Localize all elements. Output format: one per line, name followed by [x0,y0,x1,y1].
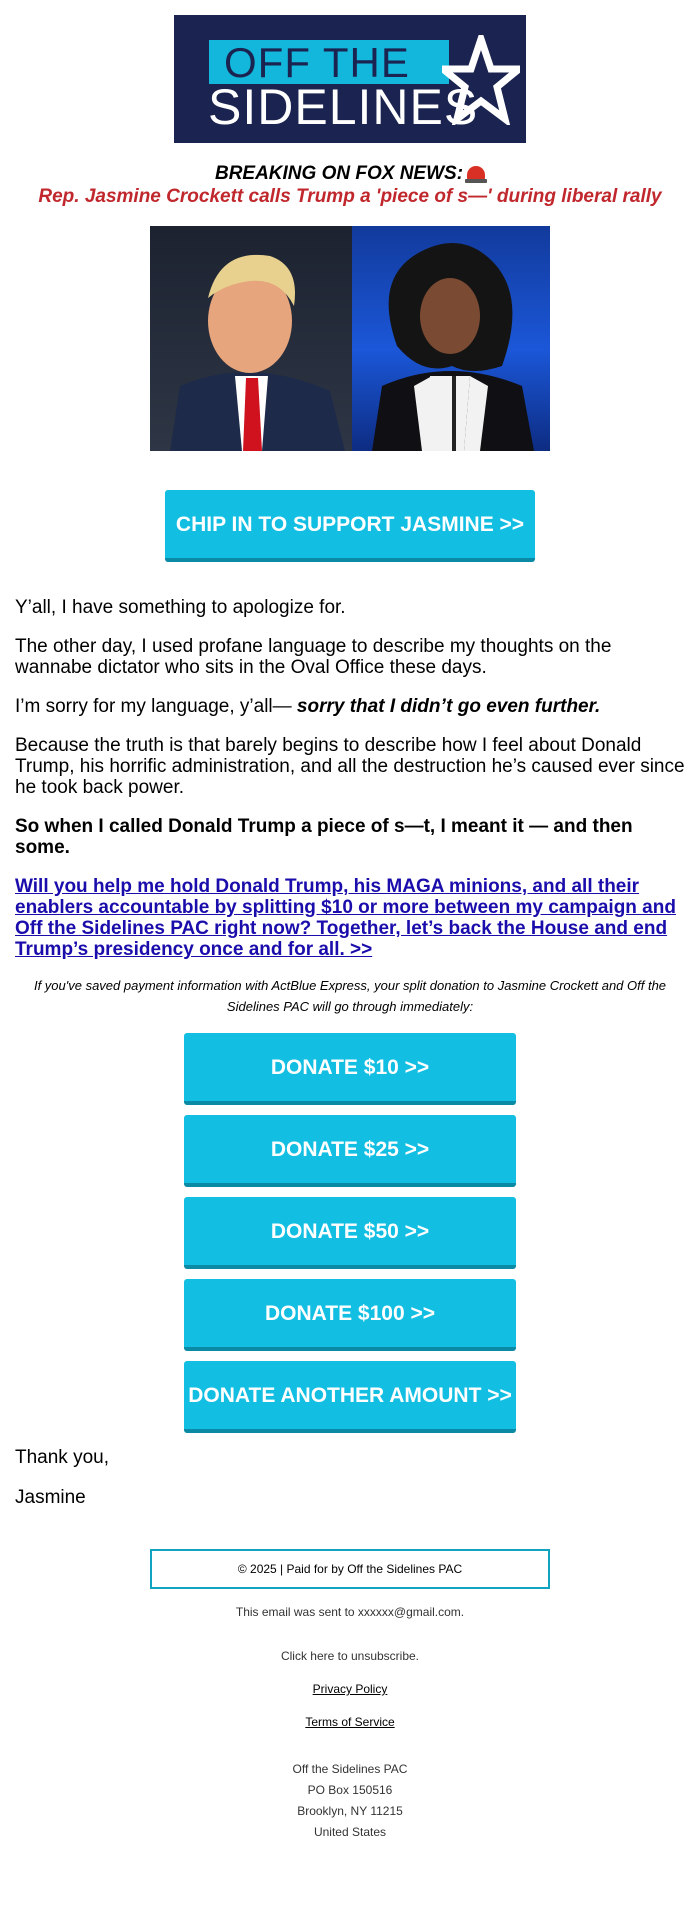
donate-25-button[interactable]: DONATE $25 >> [184,1115,516,1187]
logo-line-1: OFF THE [224,39,410,86]
signoff [0,1447,700,1508]
subheadline: Rep. Jasmine Crockett calls Trump a 'piece of s—' during liberal rally [38,186,662,207]
hero-photo [150,226,550,451]
paid-for-disclaimer: © 2025 | Paid for by Off the Sidelines PAC [150,1549,550,1589]
headline [0,163,700,185]
photo-right-portrait [352,226,550,451]
donate-50-button[interactable]: DONATE $50 >> [184,1197,516,1269]
terms-of-service-link[interactable]: Terms of Service [305,1715,395,1729]
headline-text: BREAKING ON FOX NEWS: [214,163,464,184]
portrait-crockett-illustration [352,226,550,451]
photo-left-portrait [150,226,352,451]
body-paragraph-1: Y’all, I have something to apologize for. [15,597,346,618]
address-line: PO Box 150516 [307,1783,393,1797]
body-paragraph-4: Because the truth is that barely begins to describe how I feel about Donald Trump, his horrific administration, and all the destruction he’s caused ever since he took back power. [15,735,685,798]
donate-button-group [0,1033,700,1433]
donate-100-button[interactable]: DONATE $100 >> [184,1279,516,1351]
body-paragraph-5: So when I called Donald Trump a piece of s—t, I meant it — and then some. [15,816,633,858]
logo-line-2: SIDELINES [208,79,479,135]
email-body [0,597,700,960]
off-the-sidelines-logo [174,15,526,143]
body-paragraph-3 [15,696,685,717]
address-line: United States [313,1825,387,1839]
mailing-address [0,1759,700,1843]
body-paragraph-2: The other day, I used profane language to describe my thoughts on the wannabe dictator who sits in the Oval Office these days. [15,636,612,678]
chip-in-button[interactable]: CHIP IN TO SUPPORT JASMINE >> [165,490,535,562]
siren-icon [467,166,485,180]
signoff-thanks: Thank you, [15,1447,109,1468]
unsubscribe-link[interactable]: Click here to unsubscribe. [280,1649,420,1663]
donate-10-button[interactable]: DONATE $10 >> [184,1033,516,1105]
address-line: Brooklyn, NY 11215 [297,1804,403,1818]
actblue-express-note: If you've saved payment information with ActBlue Express, your split donation to Jasmine Crockett and Off the Sidelines PAC will go through immediately: [33,978,667,1014]
body-paragraph-3-emphasis: sorry that I didn’t go even further. [296,696,601,717]
privacy-policy-link[interactable]: Privacy Policy [312,1682,388,1696]
star-icon [442,35,520,125]
address-line: Off the Sidelines PAC [292,1762,408,1776]
signoff-name: Jasmine [15,1487,86,1508]
donation-ask-link[interactable]: Will you help me hold Donald Trump, his MAGA minions, and all their enablers accountable by splitting $10 or more between my campaign and Off the Sidelines PAC right now? Together, let’s back the House and end Trump’s presidency once and for all. >> [15,876,676,960]
footer [0,1604,700,1843]
portrait-trump-illustration [150,226,352,451]
body-paragraph-3-start: I’m sorry for my language, y’all— [15,696,297,717]
sent-to-text: This email was sent to xxxxxx@gmail.com. [235,1605,465,1619]
donate-other-amount-button[interactable]: DONATE ANOTHER AMOUNT >> [184,1361,516,1433]
